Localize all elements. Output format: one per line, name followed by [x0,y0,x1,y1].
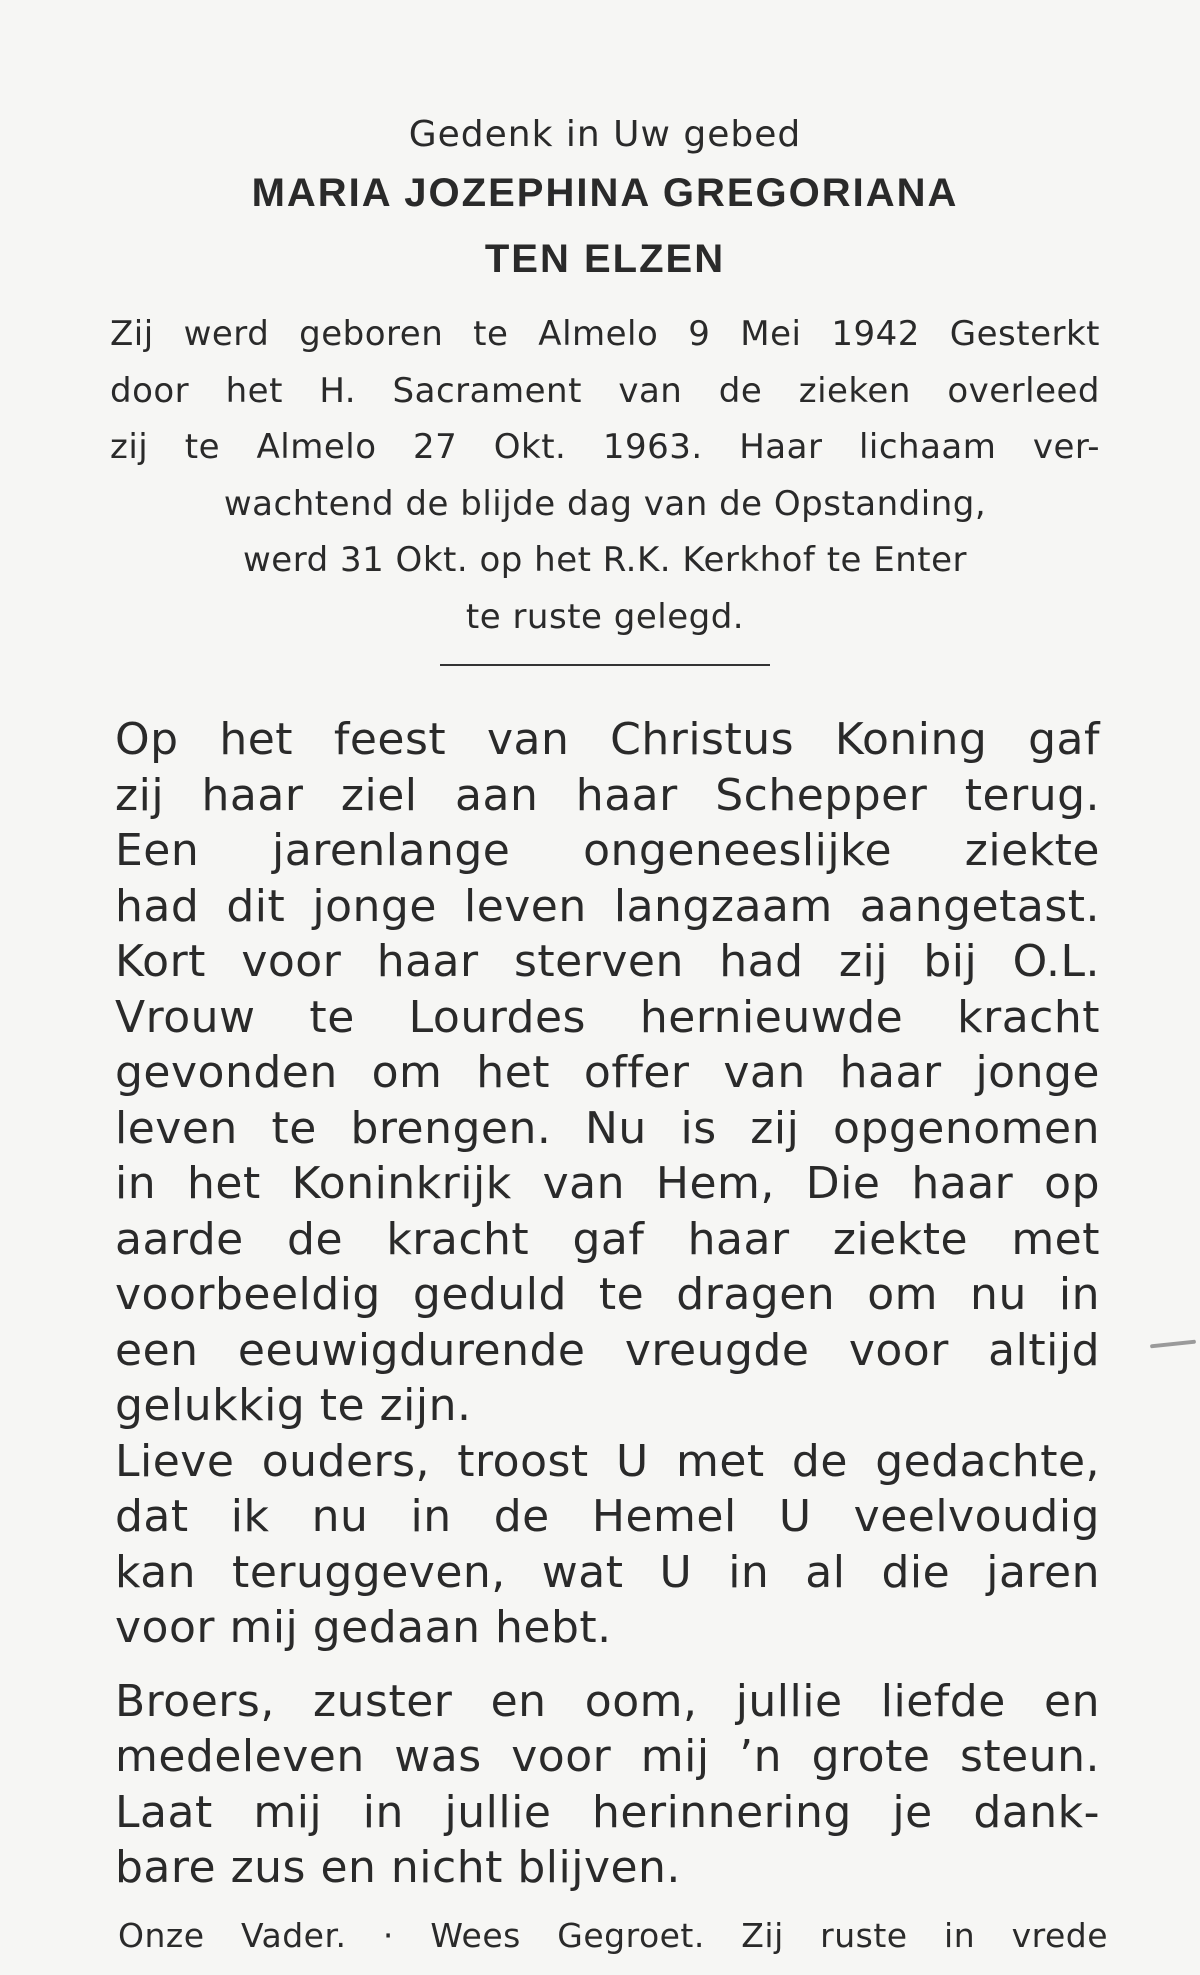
text-line: had dit jonge leven langzaam aangetast. [115,880,1100,932]
prayer-footer: Onze Vader. · Wees Gegroet. Zij ruste in vrede [118,1916,1108,1955]
text-line: Laat mij in jullie herinnering je dank- [115,1786,1100,1838]
paragraph-tribute [115,712,1100,1434]
text-line: Een jarenlange ongeneeslijke ziekte [115,825,1100,876]
text-line: kan teruggeven, wat U in al die jaren [115,1546,1100,1598]
text-line: een eeuwigdurende vreugde voor altijd [115,1324,1100,1376]
text-line: Kort voor haar sterven had zij bij O.L. [115,936,1100,987]
card-header [110,110,1100,645]
print-speck [1150,1340,1196,1349]
text-line: aarde de kracht gaf haar ziekte met [115,1213,1100,1265]
text-line: Broers, zuster en oom, jullie liefde en [115,1675,1100,1727]
text-line: Lieve ouders, troost U met de gedachte, [115,1435,1100,1487]
text-line: bare zus en nicht blijven. [115,1842,681,1893]
text-line: dat ik nu in de Hemel U veelvoudig [115,1491,1100,1542]
paragraph-parents [115,1434,1100,1656]
text-line: Op het feest van Christus Koning gaf [115,714,1100,765]
paragraph-siblings [115,1674,1100,1896]
text-line: gelukkig te zijn. [115,1380,472,1431]
text-line: gevonden om het offer van haar jonge [115,1047,1100,1098]
section-divider [440,664,770,666]
memorial-text [115,712,1100,1896]
text-line: Vrouw te Lourdes hernieuwde kracht [115,991,1100,1043]
text-line: voor mij gedaan hebt. [115,1602,612,1653]
text-line: voorbeeldig geduld te dragen om nu in [115,1269,1100,1320]
bio-line: te ruste gelegd. [465,596,745,637]
bio-line: Zij werd geboren te Almelo 9 Mei 1942 Gesterkt [110,314,1100,354]
text-line: medeleven was voor mij ’n grote steun. [115,1731,1100,1782]
text-line: zij haar ziel aan haar Schepper terug. [115,769,1100,821]
invocation-text: Gedenk in Uw gebed [408,114,802,155]
bio-line: werd 31 Okt. op het R.K. Kerkhof te Enter [242,540,968,580]
text-line: in het Koninkrijk van Hem, Die haar op [115,1158,1100,1209]
deceased-name-line-1: MARIA JOZEPHINA GREGORIANA [251,171,959,215]
bio-line: wachtend de blijde dag van de Opstanding, [223,483,987,524]
biography-block [110,306,1100,645]
bio-line: door het H. Sacrament van de zieken overleed [110,370,1100,411]
deceased-name-line-2: TEN ELZEN [484,237,726,281]
bio-line: zij te Almelo 27 Okt. 1963. Haar lichaam ver- [110,427,1100,467]
text-line: leven te brengen. Nu is zij opgenomen [115,1102,1100,1154]
